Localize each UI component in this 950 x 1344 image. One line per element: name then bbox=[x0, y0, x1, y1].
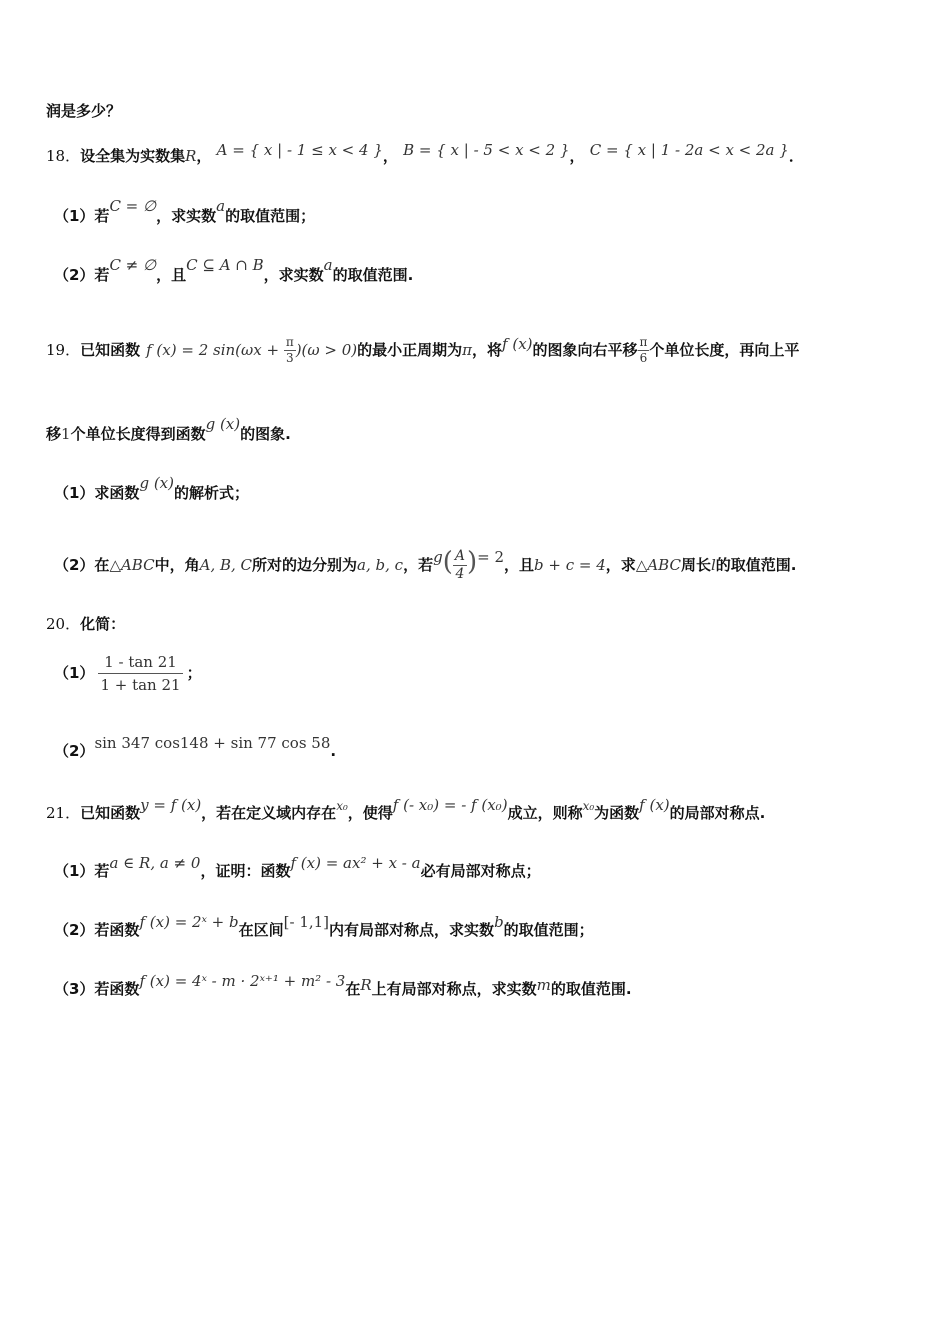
part-end: 的取值范围. bbox=[550, 980, 632, 998]
math-gx: g (x) bbox=[205, 415, 241, 433]
part-text: ，且 bbox=[504, 556, 535, 574]
stem-text: ，使得 bbox=[347, 804, 393, 822]
math-set-A: A = { x | - 1 ≤ x < 4 } bbox=[216, 141, 383, 159]
math-R: R bbox=[360, 976, 372, 994]
stem-text: 的图象. bbox=[240, 425, 291, 443]
part-text: ，求实数 bbox=[156, 207, 217, 225]
math-angles: A, B, C bbox=[199, 556, 253, 574]
part-text: 在 bbox=[345, 980, 361, 998]
math-odd-condition: f (- x₀) = - f (x₀) bbox=[392, 796, 508, 814]
part-end: 的取值范围. bbox=[332, 266, 414, 284]
math-R: R bbox=[185, 147, 197, 165]
part-text: ，且 bbox=[156, 266, 187, 284]
math-x0: x₀ bbox=[582, 799, 595, 813]
part-label: （2）若 bbox=[54, 266, 110, 284]
numerator: π bbox=[639, 335, 648, 349]
question-19-part-2: （2）在△ABC中，角A, B, C所对的边分别为a, b, c，若g( $\frac{A}{4}$ )= 2，且b + c = 4，求△ABC周长l的取值范围. bbox=[54, 547, 797, 582]
math-set-B: B = { x | - 5 < x < 2 } bbox=[403, 141, 570, 159]
part-end: 的取值范围； bbox=[225, 207, 316, 225]
question-21-part-2 bbox=[54, 913, 594, 940]
math-x0: x₀ bbox=[336, 799, 348, 813]
fraction-pi-over-3 bbox=[284, 335, 296, 366]
question-20-part-1 bbox=[54, 648, 202, 698]
part-text: 内有局部对称点，求实数 bbox=[329, 921, 495, 939]
part-text: 中，角 bbox=[154, 556, 200, 574]
numerator: π bbox=[285, 335, 294, 349]
denominator: 6 bbox=[639, 351, 648, 365]
math-l: l bbox=[710, 556, 716, 574]
stem-text: 已知函数 bbox=[80, 804, 141, 822]
stem-text: ，将 bbox=[472, 341, 503, 359]
math-var-a: a bbox=[323, 256, 333, 274]
question-18-stem bbox=[46, 141, 804, 166]
question-21-part-1 bbox=[54, 854, 541, 881]
stem-text: 化简： bbox=[80, 615, 126, 633]
question-21-part-3 bbox=[54, 972, 632, 999]
denominator: 3 bbox=[285, 351, 294, 365]
part-text: 所对的边分别为 bbox=[252, 556, 358, 574]
math-var-b: b bbox=[494, 913, 504, 931]
stem-text: 个单位长度得到函数 bbox=[70, 425, 206, 443]
stem-text: 的图象向右平移 bbox=[532, 341, 638, 359]
math-f-def: f (x) = 2 sin(ωx + bbox=[146, 341, 284, 359]
math-equals-2: = 2 bbox=[477, 548, 505, 566]
math-triangle: △ABC bbox=[635, 556, 681, 574]
question-number: 18． bbox=[46, 147, 81, 165]
math-condition-2: C ⊆ A ∩ B bbox=[186, 256, 264, 274]
fraction-pi-over-6 bbox=[638, 335, 650, 366]
part-text: 在区间 bbox=[238, 921, 284, 939]
math-condition: a ∈ R, a ≠ 0 bbox=[109, 854, 201, 872]
part-label: （1）求函数 bbox=[54, 484, 140, 502]
question-18-part-1 bbox=[54, 197, 316, 226]
math-trig-expression: sin 347 cos148 + sin 77 cos 58 bbox=[94, 734, 331, 752]
math-f-def-tail: )(ω > 0) bbox=[295, 341, 358, 359]
part-label: （1）若 bbox=[54, 207, 110, 225]
denominator: 1 + tan 21 bbox=[100, 676, 181, 694]
part-label: （2）若函数 bbox=[54, 921, 140, 939]
math-sides: a, b, c bbox=[357, 556, 404, 574]
part-end: 的取值范围； bbox=[503, 921, 594, 939]
math-g: g bbox=[433, 548, 443, 566]
part-label: （1） bbox=[54, 664, 95, 682]
math-var-a: a bbox=[216, 197, 226, 215]
part-label: （2） bbox=[54, 742, 95, 760]
part-end: ； bbox=[186, 664, 202, 682]
math-var-m: m bbox=[536, 976, 551, 994]
part-text: ，求 bbox=[605, 556, 636, 574]
separator: ， bbox=[382, 147, 398, 165]
math-y-fx: y = f (x) bbox=[140, 796, 202, 814]
stem-text: 移 bbox=[46, 425, 62, 443]
math-condition: C = ∅ bbox=[109, 197, 157, 215]
part-end: 必有局部对称点； bbox=[420, 862, 541, 880]
math-interval: [- 1,1] bbox=[283, 913, 330, 931]
stem-text: 的局部对称点. bbox=[669, 804, 766, 822]
math-function: f (x) = ax² + x - a bbox=[290, 854, 421, 872]
part-text: ，证明：函数 bbox=[200, 862, 291, 880]
stem-text: 成立，则称 bbox=[507, 804, 583, 822]
part-end: 的取值范围. bbox=[715, 556, 797, 574]
question-19-stem-line-2 bbox=[46, 415, 291, 444]
math-pi: π bbox=[462, 341, 473, 359]
math-function: f (x) = 4ˣ - m · 2ˣ⁺¹ + m² - 3 bbox=[139, 972, 346, 990]
question-20-part-2 bbox=[54, 734, 337, 761]
stem-text: 的最小正周期为 bbox=[357, 341, 463, 359]
question-20-stem bbox=[46, 614, 125, 634]
question-19-stem bbox=[46, 330, 799, 370]
math-function: f (x) = 2ˣ + b bbox=[139, 913, 239, 931]
fraction-tan-expression bbox=[98, 651, 182, 696]
math-fx: f (x) bbox=[639, 796, 670, 814]
numerator: A bbox=[454, 548, 465, 564]
stem-text: 设全集为实数集 bbox=[80, 147, 186, 165]
question-21-stem bbox=[46, 796, 766, 824]
question-number: 20． bbox=[46, 615, 81, 633]
math-triangle: △ABC bbox=[109, 556, 155, 574]
question-number: 19． bbox=[46, 341, 81, 359]
fraction-A-over-4 bbox=[453, 548, 467, 583]
question-18-part-2 bbox=[54, 256, 414, 285]
math-one: 1 bbox=[61, 425, 71, 443]
math-sum: b + c = 4 bbox=[534, 556, 606, 574]
part-end: 的解析式； bbox=[174, 484, 250, 502]
part-label: （1）若 bbox=[54, 862, 110, 880]
question-19-part-1 bbox=[54, 474, 250, 503]
separator: ， bbox=[569, 147, 585, 165]
part-text: 周长 bbox=[680, 556, 711, 574]
separator: ， bbox=[196, 147, 212, 165]
denominator: 4 bbox=[455, 566, 465, 582]
period: ． bbox=[788, 147, 804, 165]
math-gx: g (x) bbox=[139, 474, 174, 492]
math-condition-1: C ≠ ∅ bbox=[109, 256, 157, 274]
part-text: 上有局部对称点，求实数 bbox=[371, 980, 537, 998]
math-set-C: C = { x | 1 - 2a < x < 2a } bbox=[589, 141, 789, 159]
part-end: . bbox=[330, 742, 337, 760]
part-label: （2）在 bbox=[54, 556, 110, 574]
numerator: 1 - tan 21 bbox=[98, 651, 182, 674]
part-label: （3）若函数 bbox=[54, 980, 140, 998]
math-fx: f (x) bbox=[502, 335, 533, 353]
stem-text: 个单位长度，再向上平 bbox=[649, 341, 800, 359]
part-text: ，若 bbox=[403, 556, 434, 574]
stem-text: 为函数 bbox=[594, 804, 640, 822]
stem-text: ，若在定义域内存在 bbox=[201, 804, 337, 822]
part-text: ，求实数 bbox=[263, 266, 324, 284]
prev-question-tail: 润是多少？ bbox=[46, 102, 122, 120]
stem-text: 已知函数 bbox=[80, 341, 141, 359]
question-number: 21． bbox=[46, 804, 81, 822]
